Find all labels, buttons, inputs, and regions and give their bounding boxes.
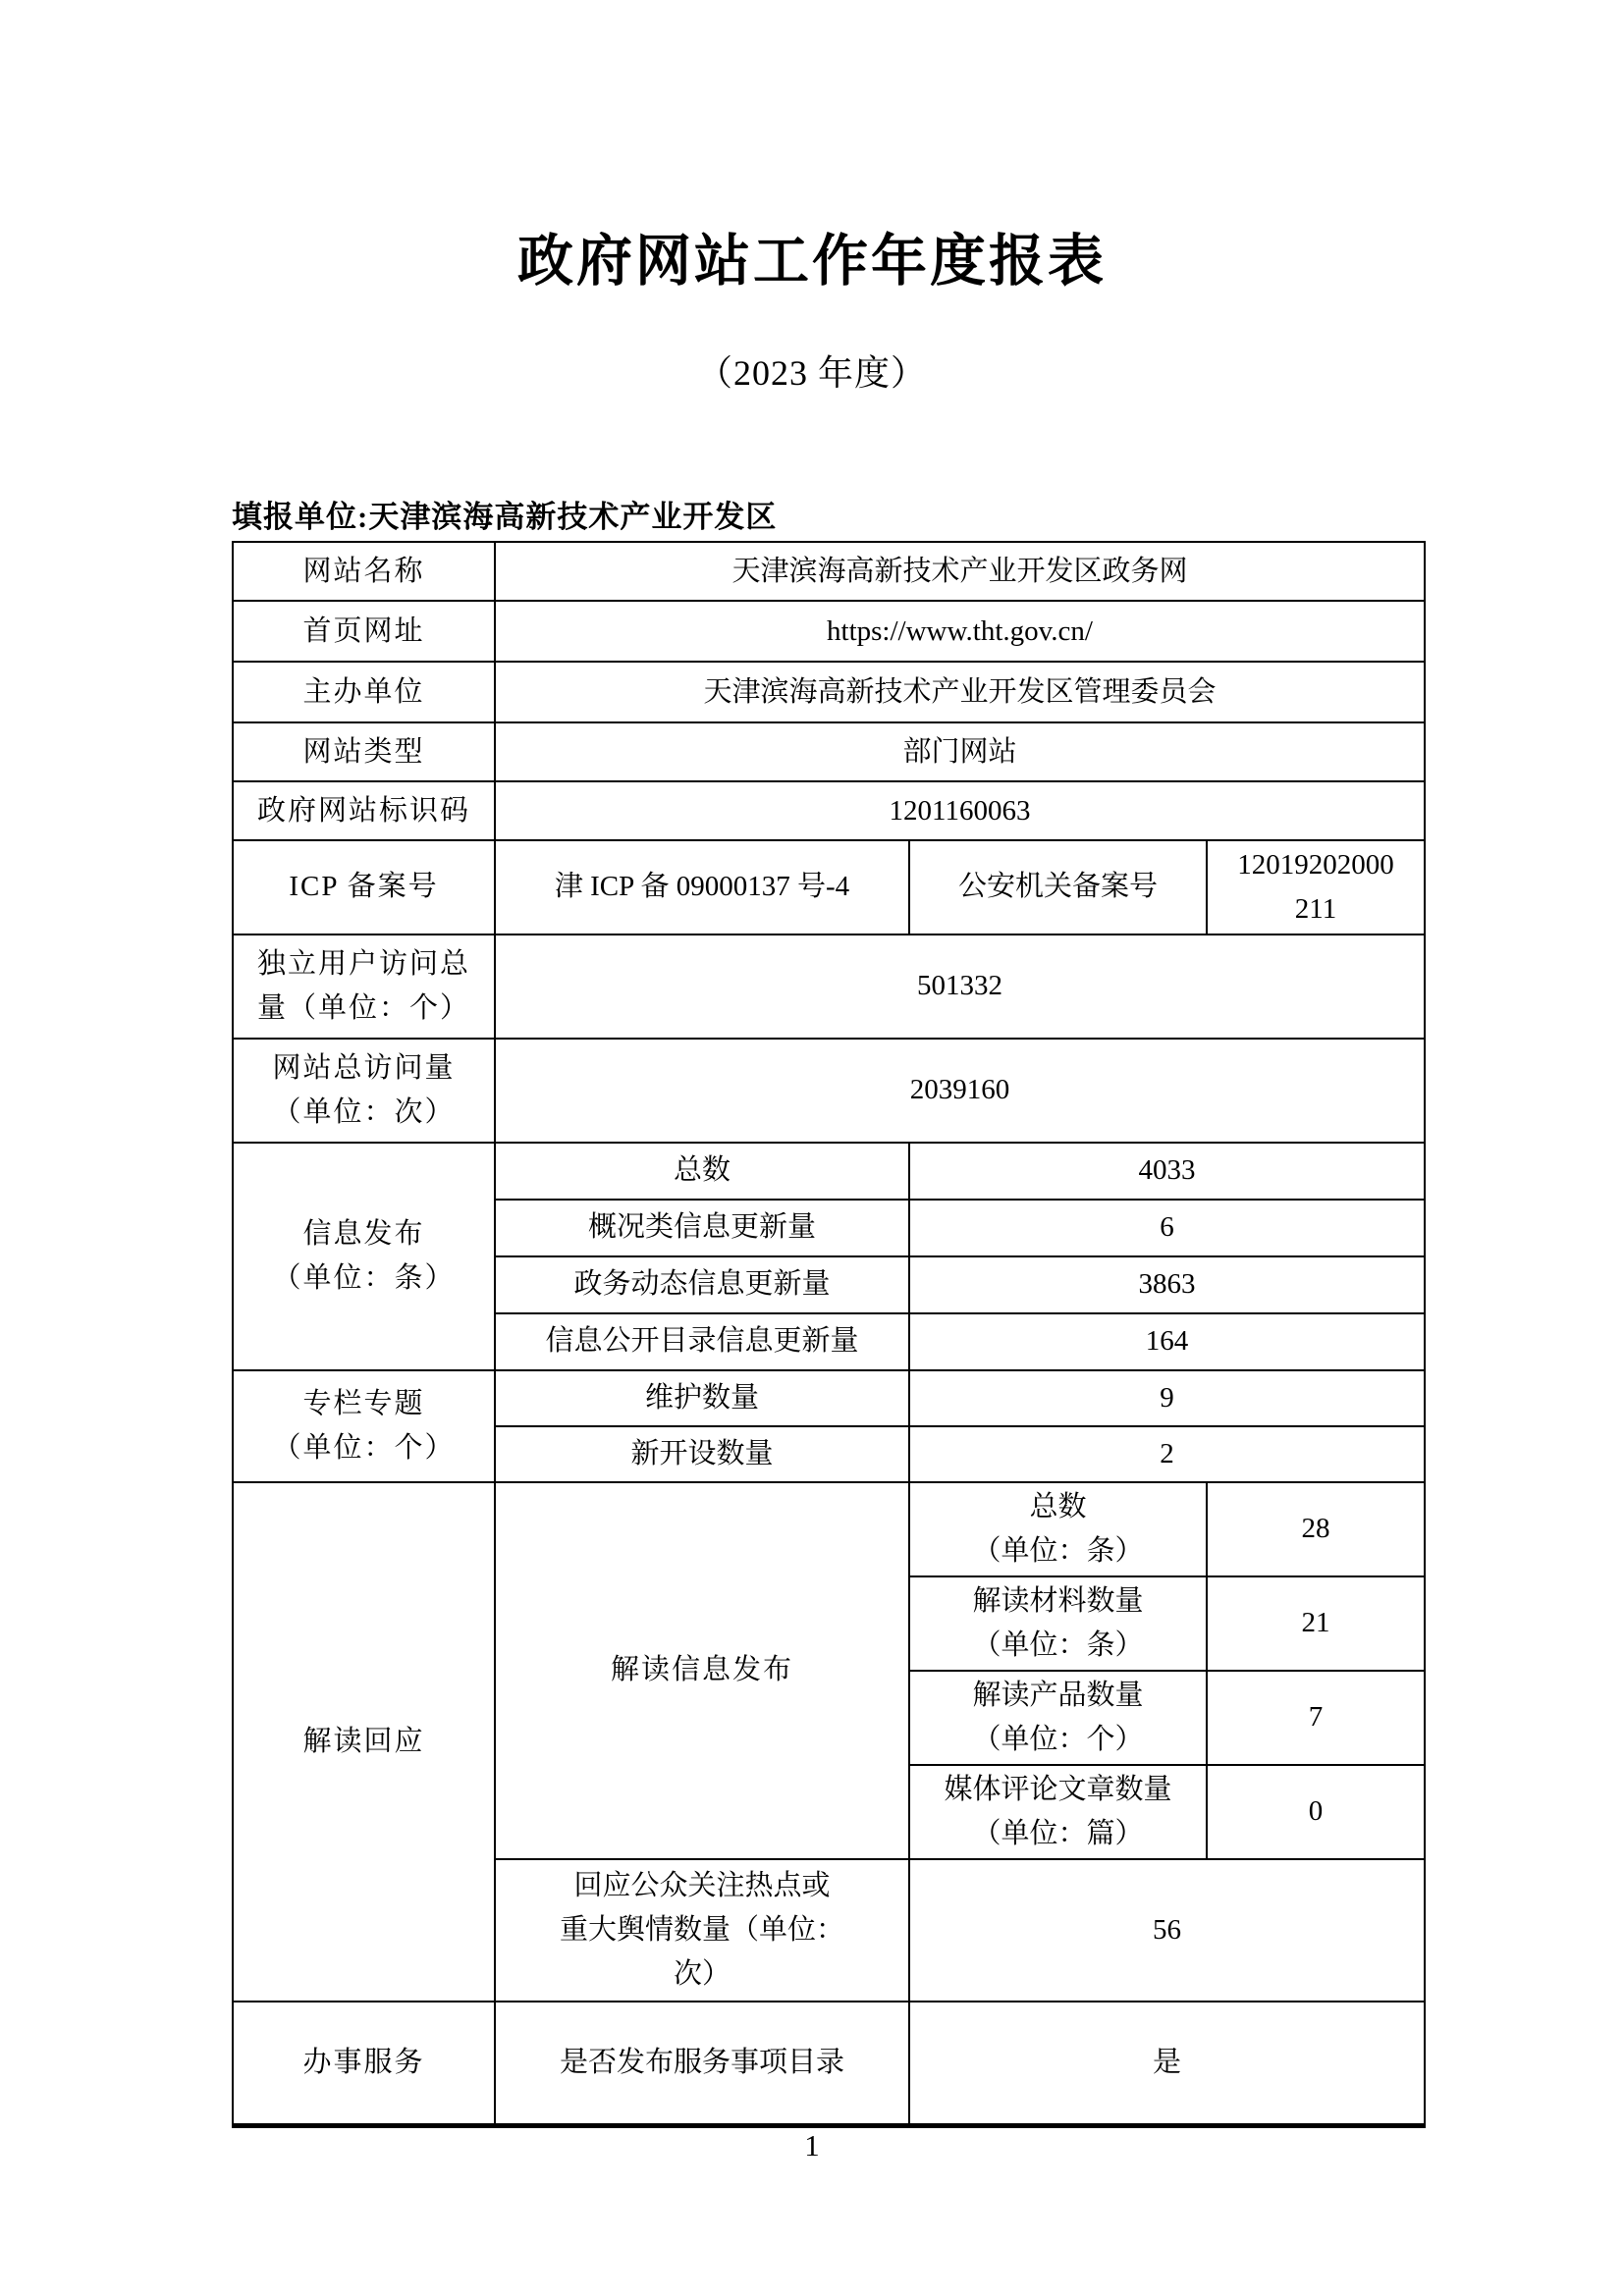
- info-release-total-label: 总数: [495, 1143, 909, 1200]
- hotspot-response-label: 回应公众关注热点或 重大舆情数量（单位： 次）: [495, 1859, 909, 2002]
- interpretation-media-value: 0: [1207, 1765, 1425, 1859]
- total-visits-label: 网站总访问量 （单位：次）: [233, 1039, 495, 1143]
- annual-report-table: [232, 541, 1426, 2128]
- interpretation-product-label: 解读产品数量 （单位：个）: [909, 1671, 1207, 1765]
- table-row: [233, 722, 1425, 781]
- info-release-group-label: 信息发布 （单位：条）: [233, 1143, 495, 1370]
- interpretation-product-value: 7: [1207, 1671, 1425, 1765]
- special-columns-new-label: 新开设数量: [495, 1426, 909, 1482]
- info-release-dynamic-value: 3863: [909, 1256, 1425, 1313]
- interpretation-material-label: 解读材料数量 （单位：条）: [909, 1576, 1207, 1671]
- services-catalog-label: 是否发布服务事项目录: [495, 2002, 909, 2126]
- homepage-url-label: 首页网址: [233, 601, 495, 662]
- police-record-value: [1207, 840, 1425, 934]
- special-columns-maintained-value: 9: [909, 1370, 1425, 1426]
- hotspot-response-value: 56: [909, 1859, 1425, 2002]
- interpretation-media-label: 媒体评论文章数量 （单位：篇）: [909, 1765, 1207, 1859]
- unique-visitors-label: 独立用户访问总 量（单位：个）: [233, 934, 495, 1039]
- site-type-label: 网站类型: [233, 722, 495, 781]
- table-row: [233, 2002, 1425, 2126]
- interpretation-group-label: 解读回应: [233, 1482, 495, 2002]
- special-columns-maintained-label: 维护数量: [495, 1370, 909, 1426]
- info-release-catalog-label: 信息公开目录信息更新量: [495, 1313, 909, 1370]
- site-type-value: 部门网站: [495, 722, 1425, 781]
- table-row: [233, 1482, 1425, 1576]
- special-columns-group-label: 专栏专题 （单位：个）: [233, 1370, 495, 1482]
- site-code-label: 政府网站标识码: [233, 781, 495, 840]
- organizer-label: 主办单位: [233, 662, 495, 722]
- icp-record-value: 津 ICP 备 09000137 号-4: [495, 840, 909, 934]
- table-row: [233, 1370, 1425, 1426]
- reporting-unit-line: 填报单位:天津滨海高新技术产业开发区: [232, 500, 778, 534]
- services-catalog-value: 是: [909, 2002, 1425, 2126]
- table-row: [233, 1143, 1425, 1200]
- police-record-number: 12019202000211: [1237, 849, 1394, 925]
- page-subtitle: （2023 年度）: [696, 353, 927, 393]
- table-row: [233, 781, 1425, 840]
- interpretation-total-value: 28: [1207, 1482, 1425, 1576]
- table-row: [233, 542, 1425, 601]
- info-release-overview-value: 6: [909, 1200, 1425, 1256]
- interpretation-material-value: 21: [1207, 1576, 1425, 1671]
- site-code-value: 1201160063: [495, 781, 1425, 840]
- site-name-value: 天津滨海高新技术产业开发区政务网: [495, 542, 1425, 601]
- services-group-label: 办事服务: [233, 2002, 495, 2126]
- info-release-catalog-value: 164: [909, 1313, 1425, 1370]
- info-release-total-value: 4033: [909, 1143, 1425, 1200]
- table-row: [233, 934, 1425, 1039]
- site-name-label: 网站名称: [233, 542, 495, 601]
- icp-record-label: ICP 备案号: [233, 840, 495, 934]
- interpretation-total-label: 总数 （单位：条）: [909, 1482, 1207, 1576]
- unique-visitors-value: 501332: [495, 934, 1425, 1039]
- police-record-label: 公安机关备案号: [909, 840, 1207, 934]
- special-columns-new-value: 2: [909, 1426, 1425, 1482]
- info-release-dynamic-label: 政务动态信息更新量: [495, 1256, 909, 1313]
- homepage-url-value: https://www.tht.gov.cn/: [495, 601, 1425, 662]
- table-row: [233, 601, 1425, 662]
- organizer-value: 天津滨海高新技术产业开发区管理委员会: [495, 662, 1425, 722]
- page-title: 政府网站工作年度报表: [517, 230, 1107, 293]
- table-row: [233, 1039, 1425, 1143]
- info-release-overview-label: 概况类信息更新量: [495, 1200, 909, 1256]
- total-visits-value: 2039160: [495, 1039, 1425, 1143]
- table-row: [233, 662, 1425, 722]
- table-row: [233, 840, 1425, 934]
- page-number: 1: [804, 2128, 820, 2163]
- interpretation-release-label: 解读信息发布: [495, 1482, 909, 1859]
